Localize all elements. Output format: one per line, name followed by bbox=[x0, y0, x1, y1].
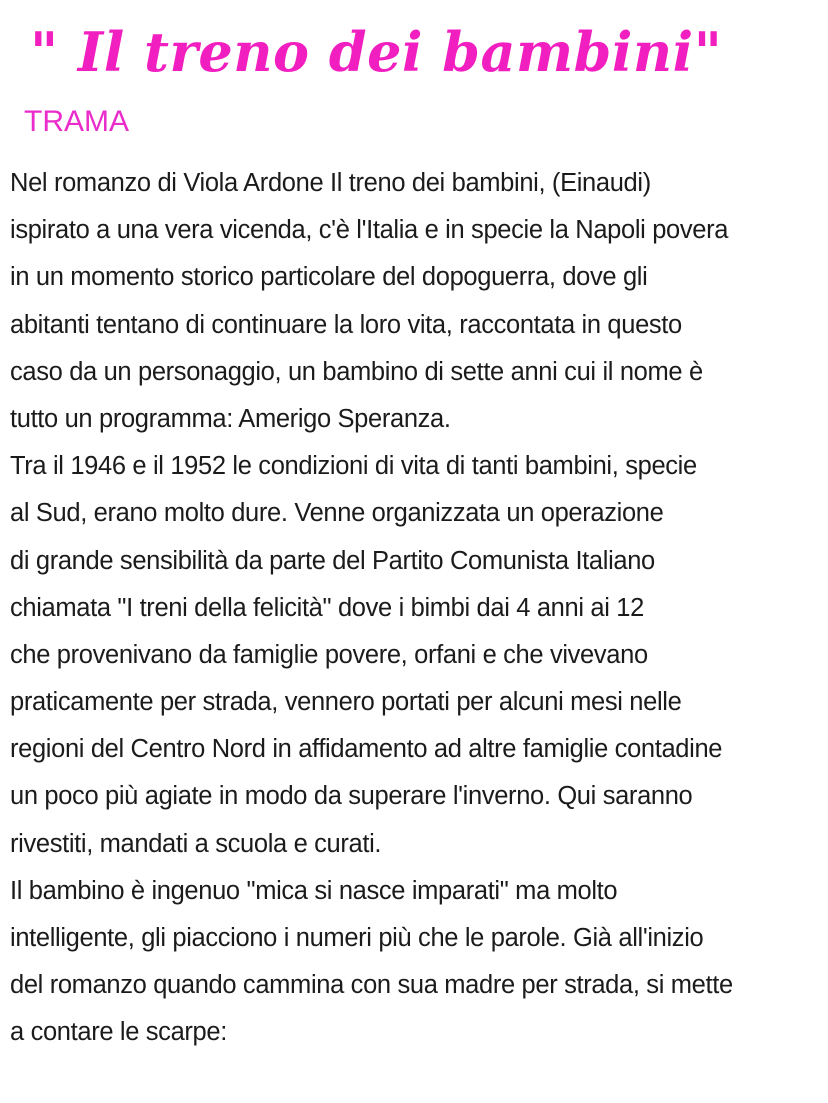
text-line: a contare le scarpe: bbox=[10, 1018, 227, 1047]
text-line: un poco più agiate in modo da superare l'inverno. Qui saranno bbox=[10, 782, 693, 811]
text-line: intelligente, gli piacciono i numeri più che le parole. Già all'inizio bbox=[10, 924, 704, 952]
text-line: chiamata "I treni della felicità" dove i bimbi dai 4 anni ai 12 bbox=[10, 593, 644, 622]
text-line: caso da un personaggio, un bambino di sette anni cui il nome è bbox=[10, 357, 703, 386]
text-line: Il bambino è ingenuo "mica si nasce imparati" ma molto bbox=[10, 876, 618, 905]
text-line: di grande sensibilità da parte del Partito Comunista Italiano bbox=[10, 546, 655, 575]
text-line: ispirato a una vera vicenda, c'è l'Italia e in specie la Napoli povera bbox=[10, 216, 729, 245]
text-line: che provenivano da famiglie povere, orfani e che vivevano bbox=[10, 640, 648, 669]
text-line: al Sud, erano molto dure. Venne organizzata un operazione bbox=[10, 499, 664, 528]
document-title: " Il treno dei bambini" bbox=[30, 20, 723, 84]
text-line: in un momento storico particolare del dopoguerra, dove gli bbox=[10, 263, 648, 292]
text-line: abitanti tentano di continuare la loro vita, raccontata in questo bbox=[10, 310, 682, 339]
text-line: praticamente per strada, vennero portati per alcuni mesi nelle bbox=[10, 688, 682, 717]
text-line: Nel romanzo di Viola Ardone Il treno dei bambini, (Einaudi) bbox=[10, 169, 651, 197]
text-line: Tra il 1946 e il 1952 le condizioni di vita di tanti bambini, specie bbox=[10, 452, 697, 481]
text-line: del romanzo quando cammina con sua madre per strada, si mette bbox=[10, 971, 733, 1000]
text-line: regioni del Centro Nord in affidamento ad altre famiglie contadine bbox=[10, 735, 723, 764]
section-heading-trama: TRAMA bbox=[24, 105, 129, 138]
body-text bbox=[10, 160, 825, 1057]
text-line: rivestiti, mandati a scuola e curati. bbox=[10, 829, 382, 858]
text-line: tutto un programma: Amerigo Speranza. bbox=[10, 404, 451, 433]
